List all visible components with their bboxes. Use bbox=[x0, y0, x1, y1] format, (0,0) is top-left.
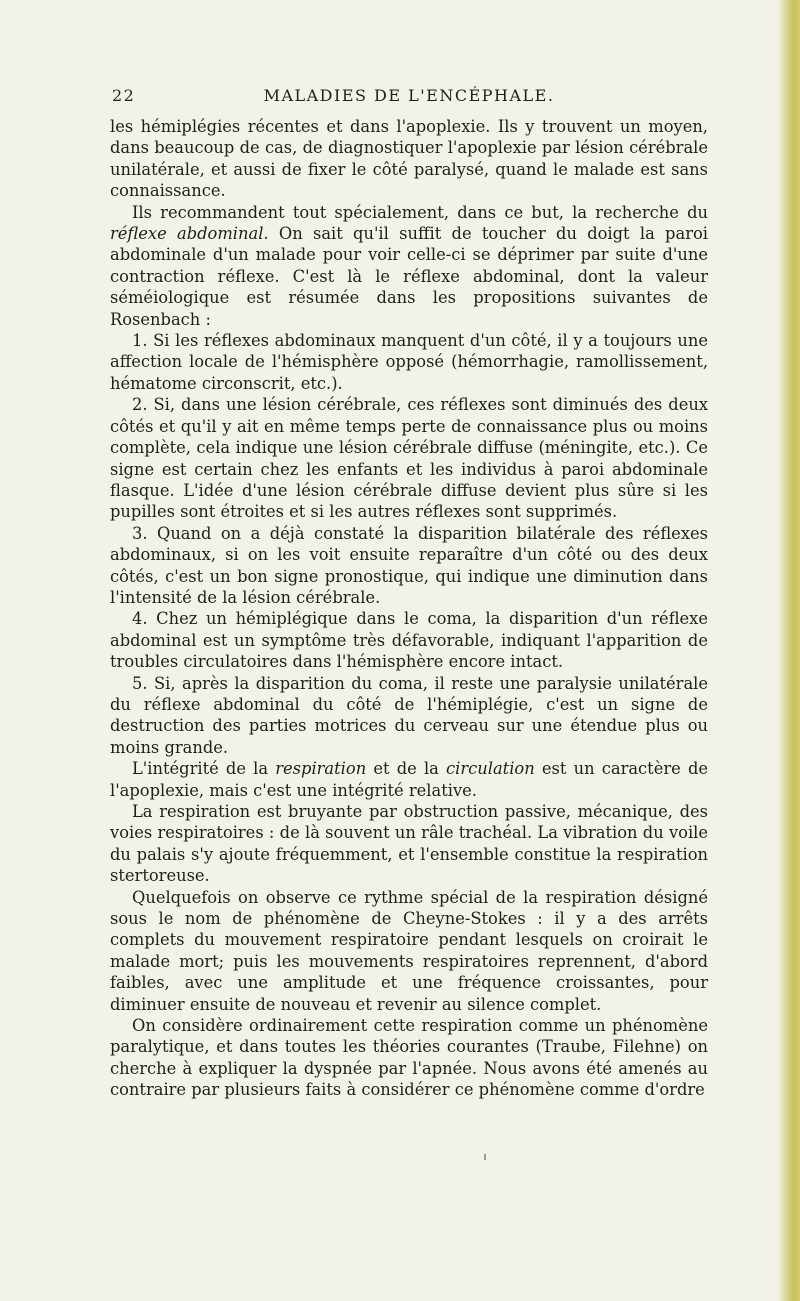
paragraph-continuation: les hémiplégies récentes et dans l'apoplexie. Ils y trouvent un moyen, dans beaucoup de cas, de diagnostiquer l'apoplexie par lésion cérébrale unilatérale, et aussi de fixer le côté paralysé, quand le malade est sans connaissance. bbox=[110, 117, 708, 201]
paragraph-integrity bbox=[110, 758, 708, 801]
page-edge bbox=[778, 0, 800, 1301]
paragraph-paralytic: On considère ordinairement cette respiration comme un phénomène paralytique, et dans toutes les théories courantes (Traube, Filehne) on cherche à expliquer la dyspnée par l'apnée. Nous avons été amenés au contraire par plusieurs faits à considérer ce phénomène comme d'ordre bbox=[110, 1016, 708, 1100]
proposition-4: 4. Chez un hémiplégique dans le coma, la disparition d'un réflexe abdominal est un symptôme très défavorable, indiquant l'apparition de troubles circulatoires dans l'hémisphère encore intact. bbox=[110, 609, 708, 672]
paragraph-text: Ils recommandent tout spécialement, dans ce but, la recherche du bbox=[132, 202, 708, 222]
page-number: 22 bbox=[112, 86, 136, 105]
proposition-5: 5. Si, après la disparition du coma, il reste une paralysie unilatérale du réflexe abdominal du côté de l'hémiplégie, c'est un signe de destruction des parties motrices du cerveau sur une étendue plus ou moins grande. bbox=[110, 673, 708, 757]
paragraph-text: est un caractère de l'apoplexie, mais c'est une intégrité relative. bbox=[110, 759, 709, 800]
italic-term: réflexe abdominal bbox=[110, 224, 264, 244]
proposition-2: 2. Si, dans une lésion cérébrale, ces réflexes sont diminués des deux côtés et qu'il y ait en même temps perte de connaissance plus ou moins complète, cela indique une lésion cérébrale diffuse (méningite, etc.). Ce signe est certain chez les enfants et les individus à paroi abdominale flasque. L'idée d'une lésion cérébrale diffuse devient plus sûre si les pupilles sont étroites et si les autres réflexes sont supprimés. bbox=[110, 395, 708, 522]
proposition-1: 1. Si les réflexes abdominaux manquent d'un côté, il y a toujours une affection locale de l'hémisphère opposé (hémorrhagie, ramollissement, hématome circonscrit, etc.). bbox=[110, 331, 708, 393]
paragraph-text: . On sait qu'il suffit de toucher du doigt la paroi abdominale d'un malade pour voir celle-ci se déprimer par suite d'une contraction réflexe. C'est là le réflexe abdominal, dont la valeur séméiologique est résumée dans les propositions suivantes de Rosenbach : bbox=[110, 224, 708, 329]
paragraph-text: L'intégrité de la bbox=[132, 759, 276, 779]
running-title: MALADIES DE L'ENCÉPHALE. bbox=[263, 86, 555, 105]
italic-term: circulation bbox=[446, 759, 535, 779]
page-header bbox=[112, 86, 706, 110]
ink-speck bbox=[484, 1154, 486, 1160]
paragraph-cheyne-stokes: Quelquefois on observe ce rythme spécial de la respiration désigné sous le nom de phénomène de Cheyne-Stokes : il y a des arrêts complets du mouvement respiratoire pendant lesquels on croirait le malade mort; puis les mouvements respiratoires reprennent, d'abord faibles, avec une amplitude et une fréquence croissantes, pour diminuer ensuite de nouveau et revenir au silence complet. bbox=[110, 887, 708, 1014]
proposition-3: 3. Quand on a déjà constaté la disparition bilatérale des réflexes abdominaux, si on les voit ensuite reparaître d'un côté ou des deux côtés, c'est un bon signe pronostique, qui indique une diminution dans l'intensité de la lésion cérébrale. bbox=[110, 523, 708, 607]
body-text bbox=[110, 116, 708, 1101]
paragraph-text: et de la bbox=[366, 759, 447, 779]
paragraph-abdominal-reflex bbox=[110, 202, 708, 330]
paragraph-respiration: La respiration est bruyante par obstruction passive, mécanique, des voies respiratoires : de là souvent un râle trachéal. La vibration du voile du palais s'y ajoute fréquemment, et l'ensemble constitue la respiration stertoreuse. bbox=[110, 802, 708, 886]
italic-term: respiration bbox=[275, 759, 367, 779]
